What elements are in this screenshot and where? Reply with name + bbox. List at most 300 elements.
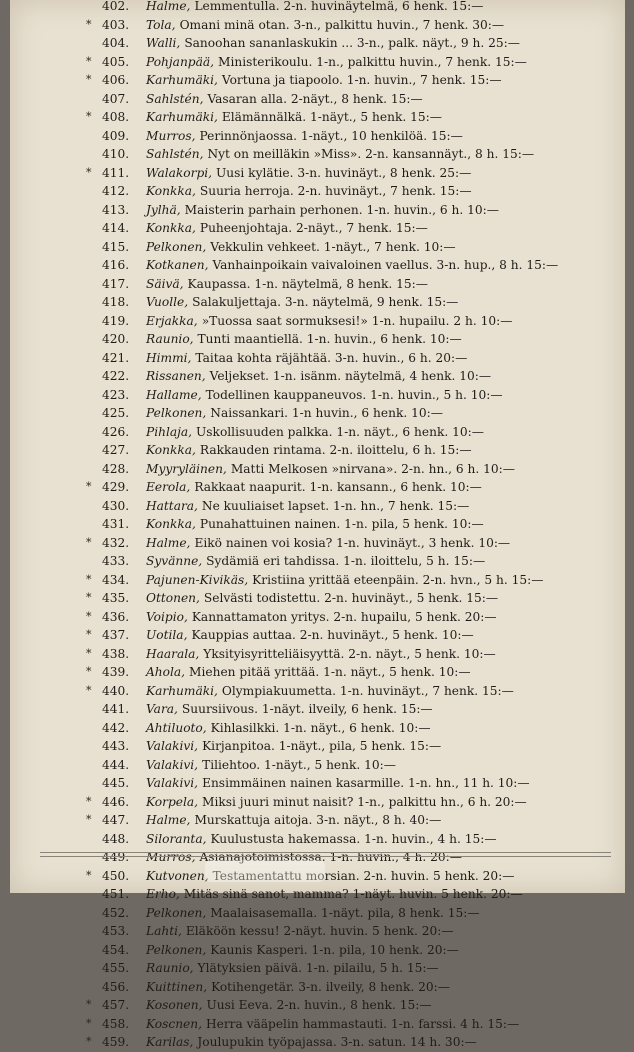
entry-number: 446. (102, 794, 130, 809)
entry-number: 458. (102, 1016, 130, 1031)
entry-number: 403. (102, 17, 130, 32)
entry-author: Walakorpi, (146, 165, 213, 180)
entry-number: 402. (102, 0, 130, 13)
entry-line (146, 756, 396, 775)
entry-author: Walli, (146, 36, 181, 50)
entry-author: Karhumäki, (146, 683, 218, 698)
entry-number: 450. (102, 868, 130, 883)
entry-number: 455. (102, 961, 130, 975)
list-item (10, 941, 625, 960)
entry-line (146, 626, 474, 645)
entry-line (146, 608, 497, 627)
entry-line (146, 904, 480, 923)
entry-author: Konkka, (146, 517, 196, 531)
entry-number: 411. (102, 165, 130, 180)
list-item (10, 700, 625, 719)
list-item (10, 460, 625, 479)
entry-line (146, 996, 432, 1015)
list-item (10, 182, 625, 201)
list-item (10, 497, 625, 516)
entry-line (146, 793, 527, 812)
entry-line (146, 978, 450, 997)
entry-author: Myyryläinen, (146, 461, 227, 476)
entry-author: Kotkanen, (146, 258, 209, 272)
entry-number: 420. (102, 332, 130, 346)
entry-author: Halme, (146, 0, 191, 13)
entry-number: 433. (102, 554, 130, 568)
entry-line (146, 330, 462, 349)
list-item (10, 608, 625, 627)
entry-line (146, 275, 428, 294)
list-item (10, 441, 625, 460)
entry-line (146, 1033, 477, 1052)
entry-description: Miehen pitää yrittää. 1-n. näyt., 5 henk. 10:— (189, 665, 471, 679)
entry-description: Miksi juuri minut naisit? 1-n., palkittu hn., 6 h. 20:— (202, 794, 527, 809)
entry-line (146, 959, 439, 978)
entry-description: Matti Melkosen »nirvana». 2-n. hn., 6 h. 10:— (230, 461, 515, 476)
entry-number: 448. (102, 831, 130, 846)
entry-description: Tiliehtoo. 1-näyt., 5 henk. 10:— (202, 757, 396, 772)
entry-number: 414. (102, 221, 130, 235)
asterisk-marker: * (86, 17, 92, 31)
entry-number: 453. (102, 924, 130, 938)
entry-description: Perinnönjaossa. 1-näyt., 10 henkilöä. 15:— (199, 128, 463, 143)
list-item (10, 386, 625, 405)
entry-line (146, 941, 459, 960)
entry-description: »Tuossa saat sormuksesi!» 1-n. hupailu. 2 h. 10:— (201, 313, 513, 328)
entry-description: Kirjanpitoa. 1-näyt., pila, 5 henk. 15:— (202, 739, 442, 753)
list-item (10, 774, 625, 793)
entry-number: 442. (102, 720, 130, 735)
list-item (10, 404, 625, 423)
entry-author: Korpela, (146, 794, 198, 809)
asterisk-marker: * (86, 165, 92, 179)
entry-line (146, 404, 443, 423)
entry-line (146, 108, 442, 127)
entry-author: Hallame, (146, 387, 202, 402)
entry-line (146, 534, 510, 553)
entry-author: Pajunen-Kivikäs, (146, 572, 249, 587)
entry-description: Murskattuja aitoja. 3-n. näyt., 8 h. 40:— (194, 813, 442, 827)
entry-author: Sahlstén, (146, 91, 204, 106)
list-item (10, 108, 625, 127)
list-item (10, 423, 625, 442)
entry-number: 445. (102, 776, 130, 790)
entry-author: Karhumäki, (146, 110, 218, 124)
entry-line (146, 293, 458, 312)
entry-line (146, 164, 471, 183)
entry-description: Punahattuinen nainen. 1-n. pila, 5 henk. 10:— (199, 517, 484, 531)
list-item (10, 1015, 625, 1034)
entry-author: Himmi, (146, 350, 192, 365)
entry-description: Kauppias auttaa. 2-n. huvinäyt., 5 henk. 10:— (191, 628, 474, 642)
entry-line (146, 700, 433, 719)
list-item (10, 793, 625, 812)
entry-author: Ahtiluoto, (146, 720, 207, 735)
entry-number: 436. (102, 609, 130, 624)
list-item (10, 275, 625, 294)
entry-author: Konkka, (146, 184, 196, 198)
entry-author: Kutvonen, (146, 868, 209, 883)
entry-author: Erho, (146, 887, 180, 901)
entry-line (146, 682, 514, 701)
entry-line (146, 312, 512, 331)
entry-author: Ottonen, (146, 591, 200, 605)
list-item (10, 589, 625, 608)
entry-author: Valakivi, (146, 757, 199, 772)
list-item (10, 16, 625, 35)
entry-line (146, 127, 463, 146)
entry-number: 406. (102, 73, 130, 87)
entry-description: Vekkulin vehkeet. 1-näyt., 7 henk. 10:— (210, 239, 456, 254)
asterisk-marker: * (86, 813, 92, 826)
entry-author: Konkka, (146, 221, 196, 235)
asterisk-marker: * (86, 609, 92, 623)
entry-author: Murros, (146, 128, 196, 143)
entry-description: Tunti maantiellä. 1-n. huvin., 6 henk. 10:— (197, 332, 462, 346)
entry-author: Karilas, (146, 1035, 194, 1049)
asterisk-marker: * (86, 480, 92, 493)
asterisk-marker: * (86, 591, 92, 604)
entry-author: Ahola, (146, 665, 186, 679)
entry-author: Raunio, (146, 332, 194, 346)
entry-line (146, 423, 484, 442)
entry-description: Rakkauden rintama. 2-n. iloittelu, 6 h. 15:— (199, 443, 472, 457)
entry-author: Valakivi, (146, 739, 199, 753)
entry-line (146, 497, 469, 516)
entry-description: Asianajotoimistossa. 1-n. huvin., 4 h. 20:— (199, 850, 462, 864)
entry-author: Pelkonen, (146, 239, 207, 254)
entry-author: Lahti, (146, 924, 182, 938)
asterisk-marker: * (86, 794, 92, 808)
list-item (10, 571, 625, 590)
list-item (10, 959, 625, 978)
entry-author: Koscnen, (146, 1016, 202, 1031)
entry-description: Kuulustusta hakemassa. 1-n. huvin., 4 h. 15:— (210, 831, 497, 846)
entry-number: 427. (102, 443, 130, 457)
entry-author: Haarala, (146, 646, 200, 661)
entry-description: Uusi kylätie. 3-n. huvinäyt., 8 henk. 25:— (216, 165, 472, 180)
entry-description: Kannattamaton yritys. 2-n. hupailu, 5 henk. 20:— (191, 609, 497, 624)
entry-description: Naissankari. 1-n huvin., 6 henk. 10:— (210, 406, 443, 420)
entry-description: Suursiivous. 1-näyt. ilveily, 6 henk. 15:— (181, 702, 433, 716)
entry-number: 413. (102, 202, 130, 217)
entry-number: 438. (102, 646, 130, 661)
entry-description: Selvästi todistettu. 2-n. huvinäyt., 5 henk. 15:— (203, 591, 499, 605)
entry-description: Sydämiä eri tahdissa. 1-n. iloittelu, 5 h. 15:— (206, 554, 486, 568)
entry-number: 437. (102, 628, 130, 642)
entry-number: 443. (102, 739, 130, 753)
entry-author: Konkka, (146, 443, 196, 457)
entry-line (146, 774, 530, 793)
entry-line (146, 16, 504, 35)
entry-description: Eläköön kessu! 2-näyt. huvin. 5 henk. 20:— (185, 924, 454, 938)
entry-number: 419. (102, 313, 130, 328)
list-item (10, 164, 625, 183)
list-item (10, 90, 625, 109)
entry-description: Ministerikoulu. 1-n., palkittu huvin., 7 henk. 15:— (218, 54, 527, 69)
entry-number: 428. (102, 461, 130, 476)
list-item (10, 904, 625, 923)
entry-description: Joulupukin työpajassa. 3-n. satun. 14 h. 30:— (197, 1035, 477, 1049)
entry-line (146, 349, 467, 368)
entry-number: 404. (102, 36, 130, 50)
entry-number: 417. (102, 276, 130, 291)
entry-number: 422. (102, 369, 130, 383)
paper-stain (205, 860, 325, 882)
list-item (10, 756, 625, 775)
entry-number: 429. (102, 480, 130, 494)
entry-author: Vara, (146, 702, 178, 716)
entry-description: Kristiina yrittää eteenpäin. 2-n. hvn., 5 h. 15:— (252, 572, 544, 587)
entry-list (10, 0, 625, 1052)
asterisk-marker: * (86, 683, 92, 697)
entry-line (146, 922, 454, 941)
entry-number: 441. (102, 702, 130, 716)
entry-author: Pohjanpää, (146, 54, 214, 69)
entry-number: 440. (102, 683, 130, 698)
entry-author: Karhumäki, (146, 73, 218, 87)
entry-line (146, 219, 428, 238)
asterisk-marker: * (86, 54, 92, 68)
entry-author: Pelkonen, (146, 905, 207, 920)
entry-number: 434. (102, 572, 130, 587)
entry-author: Jylhä, (146, 202, 181, 217)
list-item (10, 830, 625, 849)
entry-description: Omani minä otan. 3-n., palkittu huvin., 7 henk. 30:— (179, 17, 505, 32)
list-item (10, 682, 625, 701)
entry-author: Hattara, (146, 498, 198, 513)
entry-author: Siloranta, (146, 831, 207, 846)
entry-line (146, 386, 503, 405)
entry-description: Kaunis Kasperi. 1-n. pila, 10 henk. 20:— (210, 942, 459, 957)
asterisk-marker: * (86, 665, 92, 678)
entry-line (146, 182, 472, 201)
entry-description: Yksityisyritteliäisyyttä. 2-n. näyt., 5 henk. 10:— (203, 646, 496, 661)
list-item (10, 885, 625, 904)
entry-description: Veljekset. 1-n. isänm. näytelmä, 4 henk. 10:— (209, 369, 492, 383)
list-item (10, 293, 625, 312)
entry-description: Ensimmäinen nainen kasarmille. 1-n. hn., 11 h. 10:— (202, 776, 530, 790)
entry-description: Ylätyksien päivä. 1-n. pilailu, 5 h. 15:— (197, 961, 439, 975)
entry-line (146, 552, 485, 571)
asterisk-marker: * (86, 1035, 92, 1048)
entry-description: Elämännälkä. 1-näyt., 5 henk. 15:— (221, 110, 442, 124)
asterisk-marker: * (86, 998, 92, 1011)
list-item (10, 349, 625, 368)
entry-line (146, 811, 441, 830)
list-item (10, 645, 625, 664)
asterisk-marker: * (86, 868, 92, 882)
list-item (10, 978, 625, 997)
entry-author: Pelkonen, (146, 406, 207, 420)
asterisk-marker: * (86, 73, 92, 86)
entry-author: Tola, (146, 17, 176, 32)
asterisk-marker: * (86, 646, 92, 660)
entry-description: Kotihengetär. 3-n. ilveily, 8 henk. 20:— (211, 979, 450, 994)
list-item (10, 737, 625, 756)
list-item (10, 719, 625, 738)
entry-author: Eerola, (146, 480, 191, 494)
entry-number: 426. (102, 424, 130, 439)
entry-line (146, 201, 499, 220)
entry-number: 416. (102, 258, 130, 272)
entry-number: 425. (102, 406, 130, 420)
entry-number: 451. (102, 887, 130, 901)
entry-number: 447. (102, 813, 130, 827)
entry-description: Mitäs sinä sanot, mamma? 1-näyt. huvin. 5 henk. 20:— (183, 887, 523, 901)
entry-line (146, 145, 534, 164)
entry-line (146, 1015, 519, 1034)
entry-number: 457. (102, 998, 130, 1012)
entry-line (146, 589, 498, 608)
entry-number: 452. (102, 905, 130, 920)
entry-line (146, 571, 543, 590)
entry-line (146, 238, 456, 257)
entry-author: Murros, (146, 850, 196, 864)
entry-description: Vortuna ja tiapoolo. 1-n. huvin., 7 henk. 15:— (221, 73, 502, 87)
entry-author: Halme, (146, 535, 191, 550)
entry-description: Maalaisasemalla. 1-näyt. pila, 8 henk. 15:— (210, 905, 480, 920)
entry-line (146, 441, 472, 460)
entry-description: Salakuljettaja. 3-n. näytelmä, 9 henk. 15:— (192, 295, 459, 309)
list-item (10, 330, 625, 349)
entry-line (146, 885, 523, 904)
entry-author: Pelkonen, (146, 942, 207, 957)
entry-line (146, 867, 514, 886)
entry-number: 415. (102, 239, 130, 254)
entry-number: 410. (102, 147, 130, 161)
entry-author: Raunio, (146, 961, 194, 975)
list-item (10, 0, 625, 16)
list-item (10, 996, 625, 1015)
entry-author: Halme, (146, 813, 191, 827)
entry-description: Herra vääpelin hammastauti. 1-n. farssi. 4 h. 15:— (205, 1016, 520, 1031)
bottom-rule (40, 852, 611, 853)
list-item (10, 534, 625, 553)
entry-description: Maisterin parhain perhonen. 1-n. huvin., 6 h. 10:— (184, 202, 499, 217)
entry-number: 456. (102, 979, 130, 994)
entry-number: 408. (102, 110, 130, 124)
entry-line (146, 830, 497, 849)
entry-line (146, 90, 423, 109)
asterisk-marker: * (86, 572, 92, 586)
entry-line (146, 0, 483, 16)
entry-author: Sahlstén, (146, 147, 204, 161)
entry-number: 435. (102, 591, 130, 605)
entry-line (146, 645, 496, 664)
entry-line (146, 460, 515, 479)
entry-description: Puheenjohtaja. 2-näyt., 7 henk. 15:— (199, 221, 428, 235)
entry-description: Eikö nainen voi kosia? 1-n. huvinäyt., 3 henk. 10:— (194, 535, 511, 550)
entry-author: Kosonen, (146, 998, 203, 1012)
bottom-rule-double (40, 856, 611, 857)
list-item (10, 811, 625, 830)
entry-description: Uskollisuuden palkka. 1-n. näyt., 6 henk. 10:— (196, 424, 484, 439)
entry-description: Todellinen kauppaneuvos. 1-n. huvin., 5 h. 10:— (205, 387, 503, 402)
catalog-page (10, 0, 625, 1049)
entry-number: 444. (102, 757, 130, 772)
entry-description: Rakkaat naapurit. 1-n. kansann., 6 henk. 10:— (194, 480, 482, 494)
entry-number: 407. (102, 91, 130, 106)
list-item (10, 663, 625, 682)
entry-description: Vanhainpoikain vaivaloinen vaellus. 3-n. hup., 8 h. 15:— (212, 258, 559, 272)
list-item (10, 219, 625, 238)
entry-line (146, 663, 471, 682)
entry-number: 409. (102, 128, 130, 143)
entry-number: 439. (102, 665, 130, 679)
entry-number: 418. (102, 295, 130, 309)
entry-description: Nyt on meilläkin »Miss». 2-n. kansannäyt., 8 h. 15:— (207, 147, 535, 161)
entry-description: Ne kuuliaiset lapset. 1-n. hn., 7 henk. 15:— (201, 498, 470, 513)
entry-number: 421. (102, 350, 130, 365)
entry-description: Kaupassa. 1-n. näytelmä, 8 henk. 15:— (187, 276, 428, 291)
list-item (10, 312, 625, 331)
list-item (10, 145, 625, 164)
entry-description: Vasaran alla. 2-näyt., 8 henk. 15:— (207, 91, 423, 106)
entry-description: Sanoohan sananlaskukin ... 3-n., palk. näyt., 9 h. 25:— (184, 36, 520, 50)
entry-line (146, 367, 491, 386)
entry-author: Voipio, (146, 609, 188, 624)
entry-line (146, 71, 502, 90)
entry-author: Pihlaja, (146, 424, 193, 439)
list-item (10, 1033, 625, 1052)
asterisk-marker: * (86, 628, 92, 641)
entry-number: 431. (102, 517, 130, 531)
entry-description: Olympiakuumetta. 1-n. huvinäyt., 7 henk. 15:— (221, 683, 514, 698)
entry-line (146, 737, 441, 756)
asterisk-marker: * (86, 110, 92, 123)
entry-line (146, 478, 482, 497)
list-item (10, 478, 625, 497)
entry-description: Kihlasilkki. 1-n. näyt., 6 henk. 10:— (210, 720, 431, 735)
list-item (10, 256, 625, 275)
entry-description: Uusi Eeva. 2-n. huvin., 8 henk. 15:— (206, 998, 432, 1012)
entry-number: 412. (102, 184, 130, 198)
entry-description: Taitaa kohta räjähtää. 3-n. huvin., 6 h. 20:— (195, 350, 468, 365)
entry-description: Suuria herroja. 2-n. huvinäyt., 7 henk. 15:— (199, 184, 472, 198)
entry-author: Erjakka, (146, 313, 198, 328)
entry-author: Syvänne, (146, 554, 203, 568)
list-item (10, 53, 625, 72)
entry-author: Vuolle, (146, 295, 189, 309)
entry-line (146, 515, 484, 534)
entry-author: Säivä, (146, 276, 184, 291)
asterisk-marker: * (86, 1016, 92, 1030)
entry-number: 405. (102, 54, 130, 69)
entry-description: Testamentattu morsian. 2-n. huvin. 5 henk. 20:— (212, 868, 515, 883)
entry-description: Lemmentulla. 2-n. huvinäytelmä, 6 henk. 15:— (194, 0, 484, 13)
list-item (10, 515, 625, 534)
entry-author: Kuittinen, (146, 979, 208, 994)
entry-author: Rissanen, (146, 369, 206, 383)
entry-number: 432. (102, 535, 130, 550)
entry-line (146, 34, 520, 53)
entry-number: 423. (102, 387, 130, 402)
entry-number: 449. (102, 850, 130, 864)
list-item (10, 367, 625, 386)
list-item (10, 34, 625, 53)
entry-line (146, 53, 527, 72)
entry-number: 454. (102, 942, 130, 957)
entry-number: 459. (102, 1035, 130, 1049)
asterisk-marker: * (86, 535, 92, 549)
list-item (10, 201, 625, 220)
list-item (10, 238, 625, 257)
list-item (10, 127, 625, 146)
entry-author: Valakivi, (146, 776, 199, 790)
list-item (10, 922, 625, 941)
